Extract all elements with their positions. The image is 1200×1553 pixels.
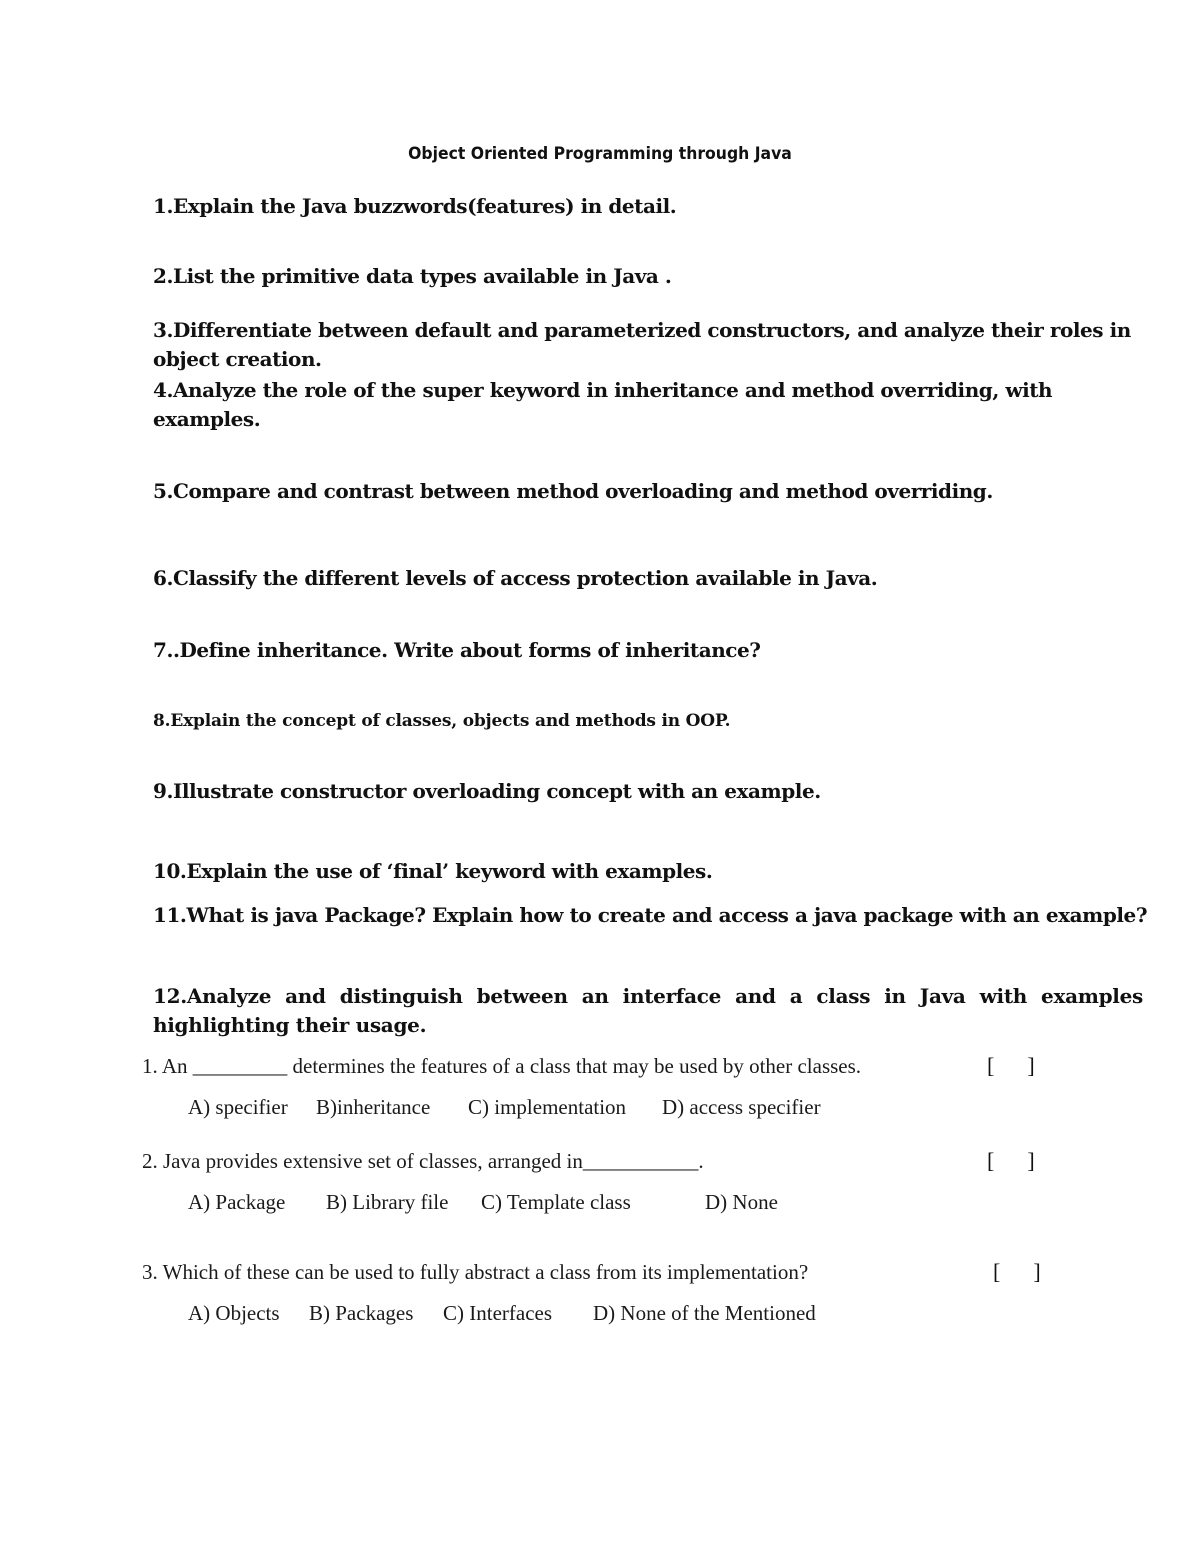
mcq-1-option-b: B)inheritance [316, 1095, 431, 1119]
mcq-1-option-a: A) specifier [188, 1095, 288, 1119]
document-title: Object Oriented Programming through Java [408, 144, 792, 164]
mcq-3-text: 3. Which of these can be used to fully abstract a class from its implementation? [142, 1260, 809, 1284]
question-4: 4.Analyze the role of the super keyword in inheritance and method overriding, with examples. [153, 378, 1053, 431]
mcq-3-option-a: A) Objects [188, 1301, 280, 1325]
mcq-1-option-d: D) access specifier [662, 1095, 821, 1119]
question-2: 2.List the primitive data types available in Java . [153, 264, 672, 288]
mcq-2-option-a: A) Package [188, 1190, 286, 1214]
mcq-2-option-c: C) Template class [481, 1190, 631, 1214]
question-12: 12.Analyze and distinguish between an interface and a class in Java with examples highlighting their usage. [153, 984, 1143, 1037]
mcq-2-text: 2. Java provides extensive set of classes, arranged in___________. [142, 1149, 704, 1173]
mcq-2-answer-bracket[interactable]: [ ] [987, 1148, 1035, 1173]
mcq-1-answer-bracket[interactable]: [ ] [987, 1053, 1035, 1078]
question-7: 7..Define inheritance. Write about forms of inheritance? [153, 638, 761, 662]
mcq-3-answer-bracket[interactable]: [ ] [993, 1259, 1041, 1284]
mcq-3-option-d: D) None of the Mentioned [593, 1301, 816, 1325]
mcq-3-option-b: B) Packages [309, 1301, 414, 1325]
question-1: 1.Explain the Java buzzwords(features) in detail. [153, 194, 677, 218]
question-5: 5.Compare and contrast between method overloading and method overriding. [153, 479, 993, 503]
mcq-2-option-b: B) Library file [326, 1190, 449, 1214]
question-6: 6.Classify the different levels of access protection available in Java. [153, 566, 878, 590]
question-3: 3.Differentiate between default and parameterized constructors, and analyze their roles in object creation. [153, 318, 1131, 371]
question-8: 8.Explain the concept of classes, objects and methods in OOP. [153, 711, 731, 731]
mcq-1-text: 1. An _________ determines the features of a class that may be used by other classes. [142, 1054, 862, 1078]
question-10: 10.Explain the use of ‘final’ keyword with examples. [153, 859, 713, 883]
question-11: 11.What is java Package? Explain how to create and access a java package with an example? [153, 903, 1148, 927]
mcq-2-option-d: D) None [705, 1190, 778, 1214]
mcq-1-option-c: C) implementation [468, 1095, 627, 1119]
question-9: 9.Illustrate constructor overloading concept with an example. [153, 779, 821, 803]
mcq-3-option-c: C) Interfaces [443, 1301, 553, 1325]
